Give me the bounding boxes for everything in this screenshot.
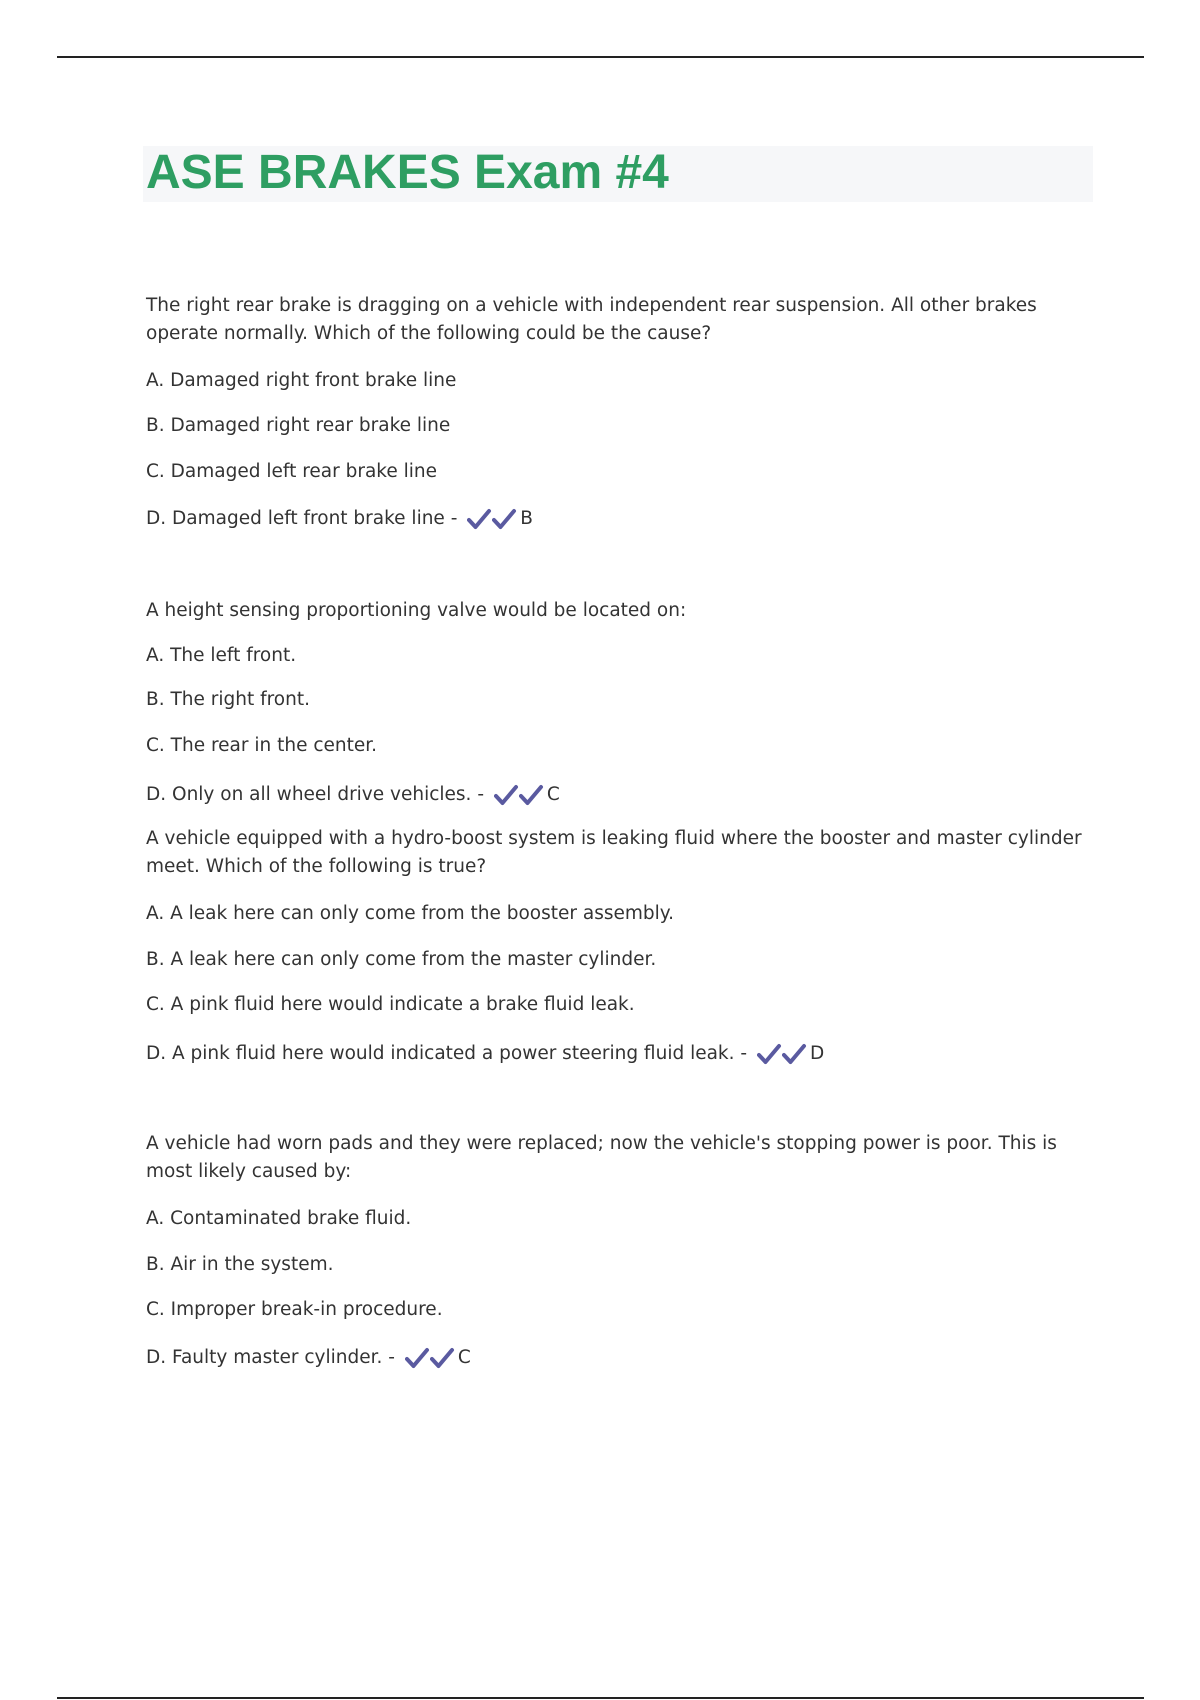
- separator: -: [740, 1043, 748, 1064]
- check-mark-icon: [494, 784, 519, 806]
- check-mark-icon: [519, 784, 544, 806]
- answer-letter: D: [810, 1043, 825, 1064]
- question-4-text: A vehicle had worn pads and they were replaced; now the vehicle's stopping power is poor. This is most likely caused by:: [146, 1133, 1057, 1182]
- answer-marker: [494, 781, 560, 809]
- option-text: D. A pink fluid here would indicated a power steering fluid leak.: [146, 1043, 735, 1064]
- top-rule: [57, 56, 1144, 58]
- check-mark-icon: [492, 508, 517, 530]
- check-mark-icon: [467, 508, 492, 530]
- question-2-text: A height sensing proportioning valve would be located on:: [146, 600, 687, 621]
- option-text: D. Only on all wheel drive vehicles.: [146, 784, 472, 805]
- check-mark-icon: [430, 1347, 455, 1369]
- question-3-option-a: A. A leak here can only come from the booster assembly.: [146, 903, 674, 924]
- separator: -: [450, 508, 458, 529]
- answer-marker: [757, 1040, 824, 1068]
- answer-marker: [405, 1344, 471, 1372]
- question-1-option-b: B. Damaged right rear brake line: [146, 415, 451, 436]
- question-3-option-b: B. A leak here can only come from the master cylinder.: [146, 949, 657, 970]
- separator: -: [477, 784, 485, 805]
- question-1-option-c: C. Damaged left rear brake line: [146, 461, 438, 482]
- check-mark-icon: [757, 1043, 782, 1065]
- question-4-option-b: B. Air in the system.: [146, 1254, 334, 1275]
- question-1-option-d: [146, 505, 533, 533]
- question-4-option-c: C. Improper break-in procedure.: [146, 1299, 443, 1320]
- question-2-option-c: C. The rear in the center.: [146, 735, 378, 756]
- question-4-option-d: [146, 1344, 471, 1372]
- check-mark-icon: [782, 1043, 807, 1065]
- question-2-option-d: [146, 781, 560, 809]
- question-3-option-d: [146, 1040, 824, 1068]
- question-1-option-a: A. Damaged right front brake line: [146, 370, 457, 391]
- answer-letter: C: [457, 1347, 471, 1368]
- check-mark-icon: [405, 1347, 430, 1369]
- question-2-option-a: A. The left front.: [146, 645, 297, 666]
- option-text: D. Faulty master cylinder.: [146, 1347, 383, 1368]
- bottom-rule: [57, 1697, 1144, 1699]
- question-3-option-c: C. A pink fluid here would indicate a brake fluid leak.: [146, 994, 635, 1015]
- question-4-option-a: A. Contaminated brake fluid.: [146, 1208, 412, 1229]
- separator: -: [388, 1347, 395, 1368]
- option-text: D. Damaged left front brake line: [146, 508, 445, 529]
- question-1-text: The right rear brake is dragging on a vehicle with independent rear suspension. All other brakes operate normally. Which of the following could be the cause?: [146, 295, 1037, 344]
- answer-marker: [467, 505, 533, 533]
- document-title: ASE BRAKES Exam #4: [146, 146, 669, 199]
- question-3-text: A vehicle equipped with a hydro-boost system is leaking fluid where the booster and master cylinder meet. Which of the following is true?: [146, 828, 1082, 877]
- answer-letter: B: [520, 508, 533, 529]
- answer-letter: C: [546, 784, 560, 805]
- question-2-option-b: B. The right front.: [146, 689, 310, 710]
